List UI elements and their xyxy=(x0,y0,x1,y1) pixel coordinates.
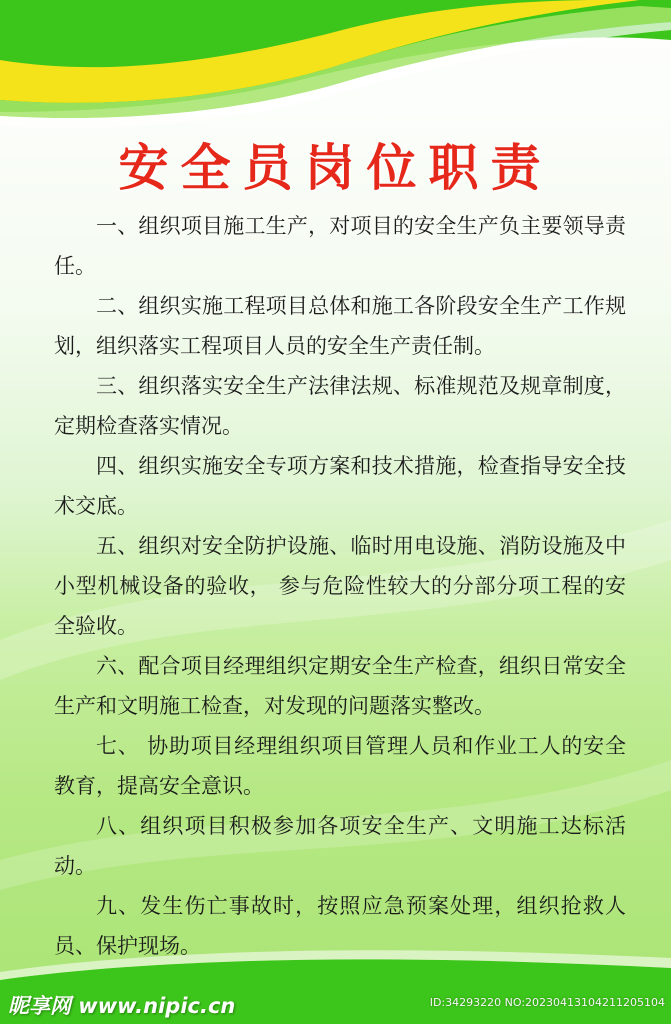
duty-item-9: 九、发生伤亡事故时，按照应急预案处理，组织抢救人员、保护现场。 xyxy=(54,894,626,958)
duty-item-7: 七、 协助项目经理组织项目管理人员和作业工人的安全教育，提高安全意识。 xyxy=(54,734,626,798)
duty-item-5: 五、组织对安全防护设施、临时用电设施、消防设施及中小型机械设备的验收， 参与危险性较大的分部分项工程的安全验收。 xyxy=(54,534,626,638)
duty-item-3: 三、组织落实安全生产法律法规、标准规范及规章制度，定期检查落实情况。 xyxy=(54,374,626,438)
poster-title: 安全员岗位职责 xyxy=(118,139,553,197)
duty-item-4: 四、组织实施安全专项方案和技术措施，检查指导安全技术交底。 xyxy=(54,454,626,518)
watermark-logo: 昵享网 www.nipic.cn xyxy=(8,994,236,1018)
watermark-id: ID:34293220 NO:20230413104211205104 xyxy=(429,996,665,1009)
duty-item-1: 一、组织项目施工生产，对项目的安全生产负主要领导责任。 xyxy=(54,214,626,278)
duty-list xyxy=(54,206,626,966)
duty-item-2: 二、组织实施工程项目总体和施工各阶段安全生产工作规划，组织落实工程项目人员的安全生产责任制。 xyxy=(54,294,626,358)
duty-item-6: 六、配合项目经理组织定期安全生产检查，组织日常安全生产和文明施工检查，对发现的问题落实整改。 xyxy=(54,654,626,718)
duty-item-8: 八、组织项目积极参加各项安全生产、文明施工达标活动。 xyxy=(54,814,626,878)
